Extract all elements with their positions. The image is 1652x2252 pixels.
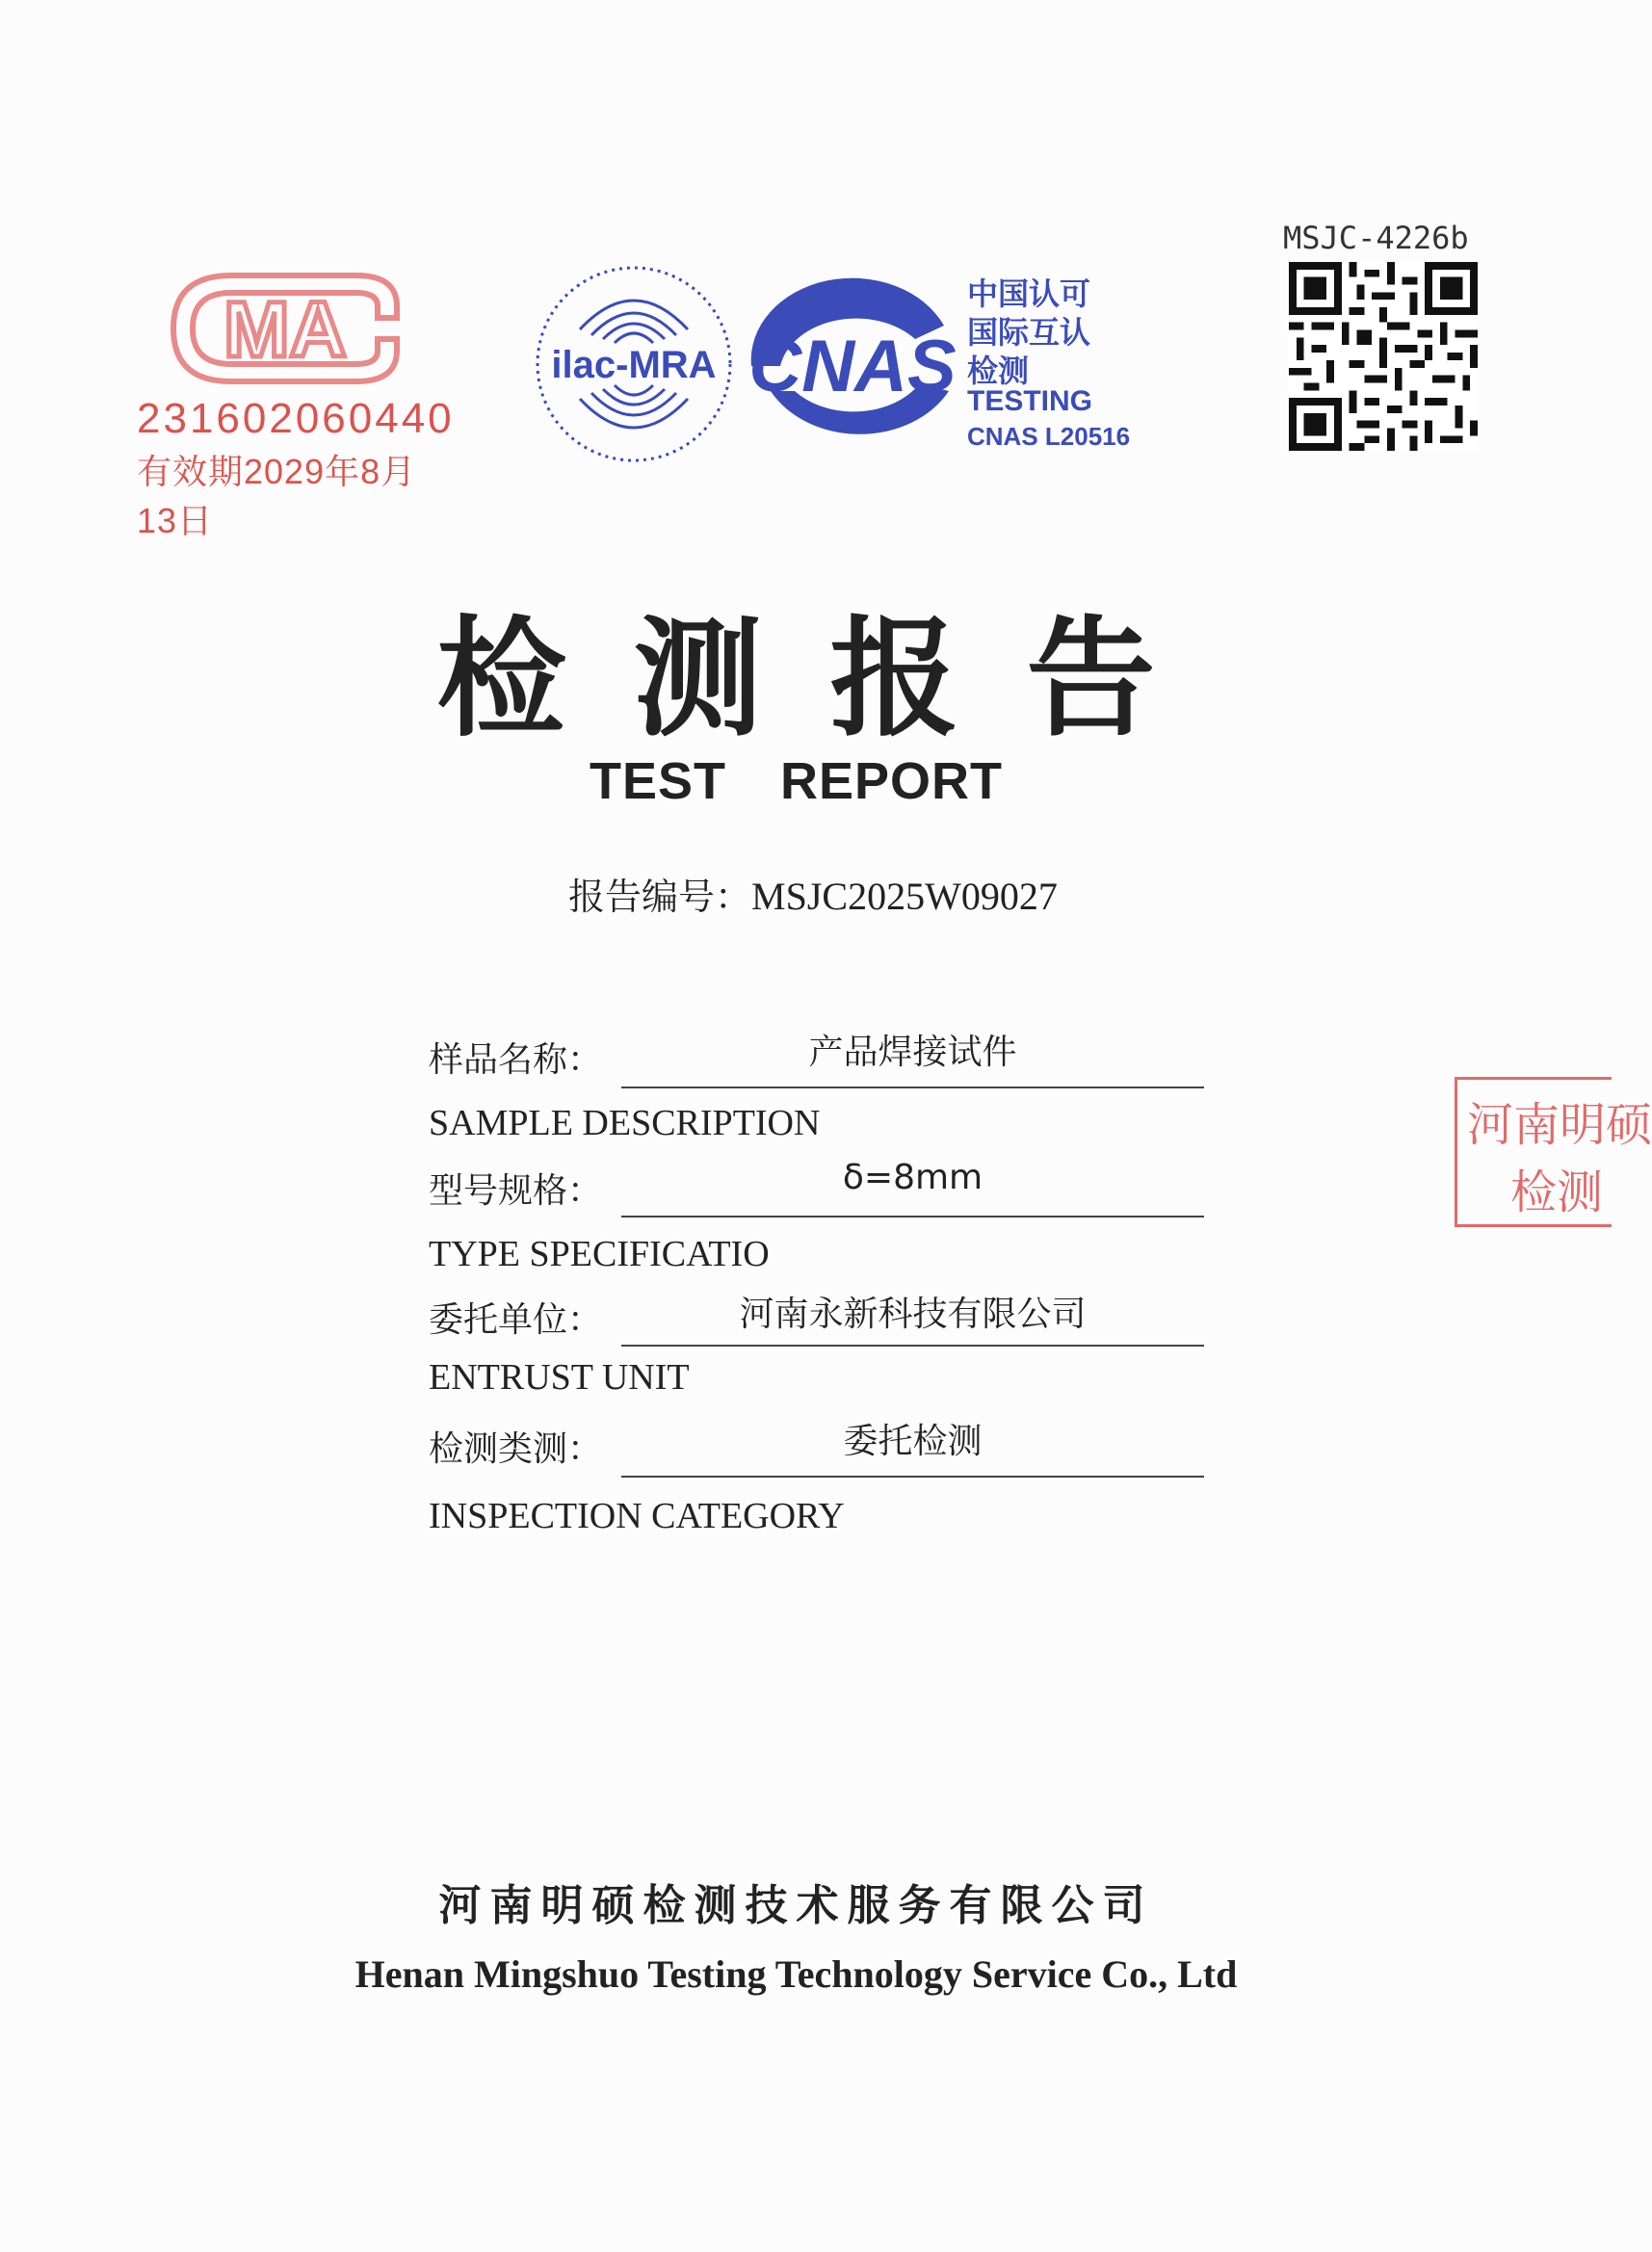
cnas-line5: CNAS L20516 <box>967 422 1131 451</box>
category-label-cn: 检测类测： <box>429 1429 603 1469</box>
report-number <box>568 867 1058 920</box>
cnas-logo <box>742 277 963 451</box>
company-name-cn: 河南明硕检测技术服务有限公司 <box>438 1881 1154 1930</box>
seal-line2: 检测 <box>1510 1165 1604 1219</box>
company-name-en: Henan Mingshuo Testing Technology Service Co., Ltd <box>354 1952 1238 1996</box>
sample-label-cn: 样品名称： <box>429 1040 603 1080</box>
qr-label: MSJC-4226b <box>1283 220 1469 256</box>
type-value: δ=8mm <box>842 1158 983 1197</box>
svg-text:MA: MA <box>223 286 347 374</box>
type-label-cn: 型号规格： <box>429 1171 603 1211</box>
page-title-en: TEST REPORT <box>589 752 1004 810</box>
cnas-line4: TESTING <box>967 385 1093 417</box>
page-title-cn: 检测报告 <box>436 602 1223 754</box>
company-seal <box>1455 1077 1652 1227</box>
category-underline <box>621 1476 1204 1478</box>
cnas-text: CNAS <box>748 326 957 407</box>
sample-label-en: SAMPLE DESCRIPTION <box>429 1103 821 1143</box>
type-underline <box>621 1216 1204 1218</box>
entrust-underline <box>621 1345 1204 1347</box>
sample-underline <box>621 1087 1204 1088</box>
cma-logo <box>164 268 406 389</box>
cma-number: 231602060440 <box>137 395 455 442</box>
report-number-value: MSJC2025W09027 <box>751 875 1058 918</box>
entrust-label-en: ENTRUST UNIT <box>429 1357 690 1398</box>
qr-code-icon <box>1289 262 1478 451</box>
cnas-line1: 中国认可 <box>967 276 1091 311</box>
ilac-mra-logo <box>532 262 736 466</box>
category-value: 委托检测 <box>843 1422 983 1461</box>
report-number-label: 报告编号： <box>568 876 752 918</box>
category-label-en: INSPECTION CATEGORY <box>429 1496 845 1536</box>
cnas-line2: 国际互认 <box>967 315 1091 350</box>
sample-value: 产品焊接试件 <box>808 1033 1017 1072</box>
cma-validity: 有效期2029年8月13日 <box>137 452 417 540</box>
cnas-line3: 检测 <box>967 354 1030 388</box>
type-label-en: TYPE SPECIFICATIO <box>429 1234 770 1274</box>
entrust-value: 河南永新科技有限公司 <box>739 1295 1087 1334</box>
seal-line1: 河南明硕 <box>1467 1098 1652 1152</box>
ilac-text: ilac-MRA <box>551 344 717 386</box>
entrust-label-cn: 委托单位： <box>429 1300 603 1340</box>
